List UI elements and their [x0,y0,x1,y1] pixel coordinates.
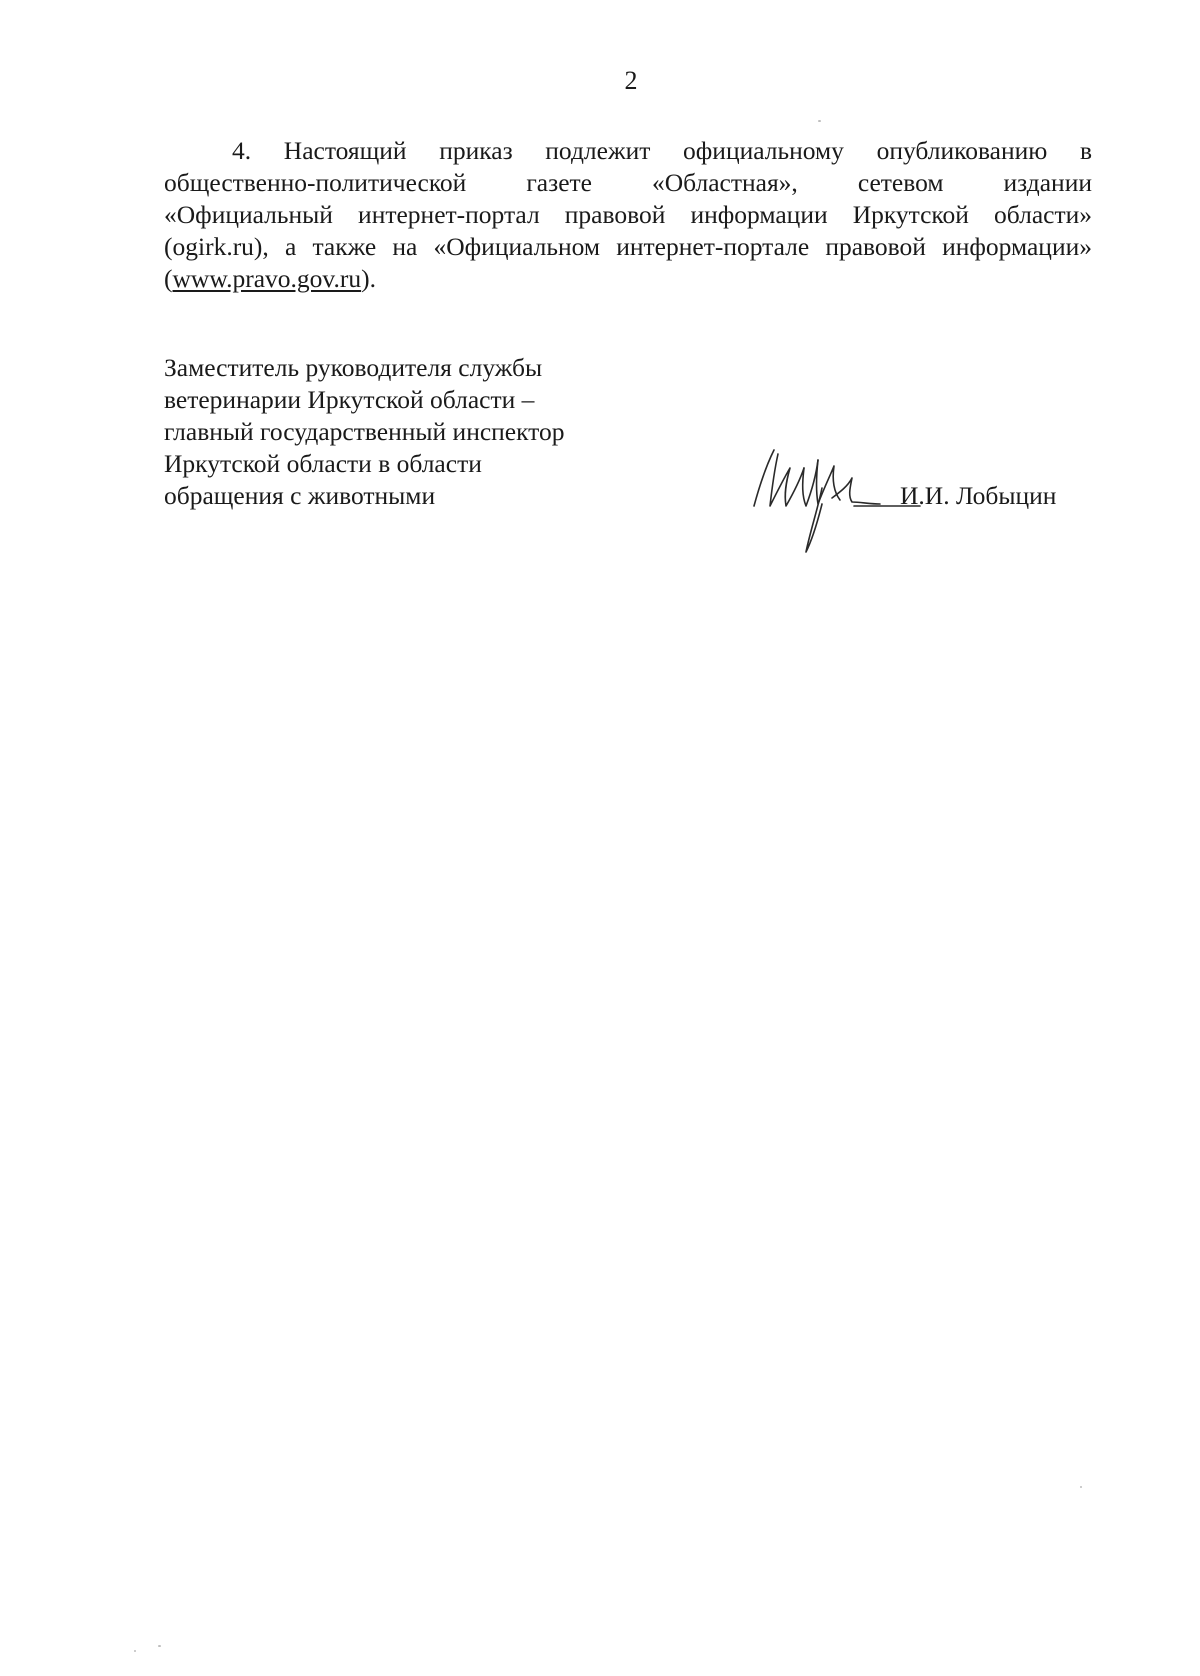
paren-open: ( [164,264,173,293]
paragraph-line: (ogirk.ru), а также на «Официальном интернет-портале правовой информации» [164,232,1092,261]
signatory-title-line: главный государственный инспектор [164,417,565,446]
handwritten-signature [752,448,922,556]
paragraph-line: общественно-политической газете «Областная», сетевом издании [164,168,1092,197]
paragraph-line [164,263,1092,295]
paren-close: ). [361,264,376,293]
pravo-link[interactable]: www.pravo.gov.ru [172,264,362,293]
paragraph-line: 4. Настоящий приказ подлежит официальному опубликованию в [232,136,1092,165]
scan-speck [134,1650,136,1652]
paragraph-line: «Официальный интернет-портал правовой информации Иркутской области» [164,200,1092,229]
scan-speck [818,120,821,122]
signatory-title-line: Заместитель руководителя службы [164,353,543,382]
scan-speck [1080,1486,1082,1488]
signatory-title-line: ветеринарии Иркутской области – [164,385,535,414]
signatory-title [164,352,644,512]
page-number: 2 [624,66,638,95]
signer-name: И.И. Лобыцин [900,481,1057,510]
publication-paragraph [164,135,1092,295]
scan-speck [158,1645,161,1647]
signatory-title-line: обращения с животными [164,481,436,510]
signatory-title-line: Иркутской области в области [164,449,482,478]
